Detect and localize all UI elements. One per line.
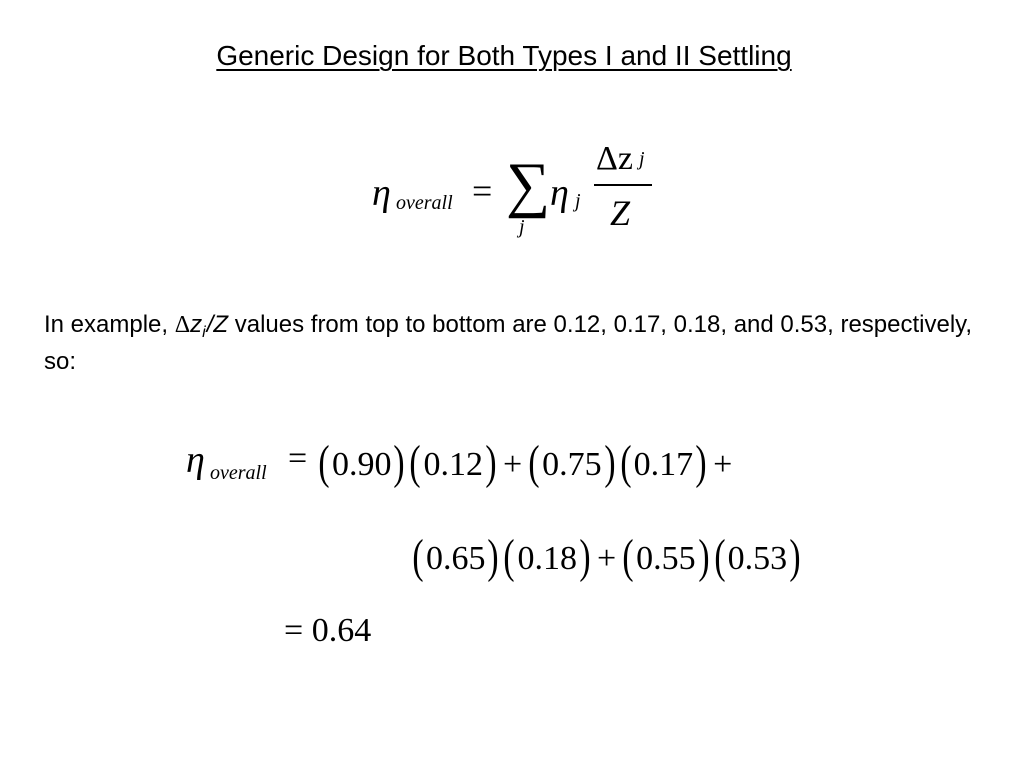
eta-subscript-overall: overall (396, 192, 453, 214)
equals-sign: = (288, 440, 308, 477)
summation-index: j (519, 216, 525, 238)
fraction-numerator (596, 140, 645, 178)
para-text-2: values from top to bottom are 0.12, 0.17, 0.18, and 0.53, respectively, so: (44, 311, 973, 375)
plus-sign: + (502, 446, 523, 483)
eta-symbol: η (186, 439, 205, 481)
para-text-1: In example, (44, 311, 175, 338)
eta-symbol: η (372, 172, 391, 214)
fraction-denominator: Z (610, 193, 631, 233)
term-1-a: 0.90 (331, 446, 392, 483)
term-3-b: 0.18 (517, 540, 577, 577)
eta-subscript-overall: overall (210, 462, 267, 484)
result-equals: = (284, 612, 304, 649)
para-delta: Δ (174, 312, 191, 338)
plus-sign: + (596, 540, 617, 577)
numerator-subscript: j (638, 148, 645, 170)
term-1-b: 0.12 (423, 446, 483, 483)
term-3-a: 0.65 (425, 540, 486, 577)
plus-sign-trailing: + (713, 446, 733, 483)
para-slash-z: /Z (206, 311, 229, 338)
eta-j-symbol: η (550, 172, 569, 214)
term-2-b: 0.17 (633, 446, 694, 483)
result-value: 0.64 (311, 612, 372, 649)
eta-j-subscript: j (575, 190, 581, 212)
equals-sign: = (472, 171, 493, 211)
term-2-a: 0.75 (542, 446, 602, 483)
slide-title: Generic Design for Both Types I and II Settling (216, 40, 792, 71)
term-4-b: 0.53 (727, 540, 788, 577)
result-line (284, 612, 371, 650)
numerator-text: Δz (596, 140, 633, 177)
example-paragraph (44, 308, 994, 379)
para-z: z (190, 311, 203, 338)
term-4-a: 0.55 (636, 540, 696, 577)
fraction-bar (594, 184, 652, 186)
summation-symbol: ∑ (506, 151, 551, 219)
para-i-subscript: i (202, 324, 206, 341)
example-formula-line-2: (0.65)(0.18) + (0.55)(0.53) (412, 530, 801, 583)
expression-line-1: (0.90)(0.12) + (0.75)(0.17) + (318, 436, 733, 489)
